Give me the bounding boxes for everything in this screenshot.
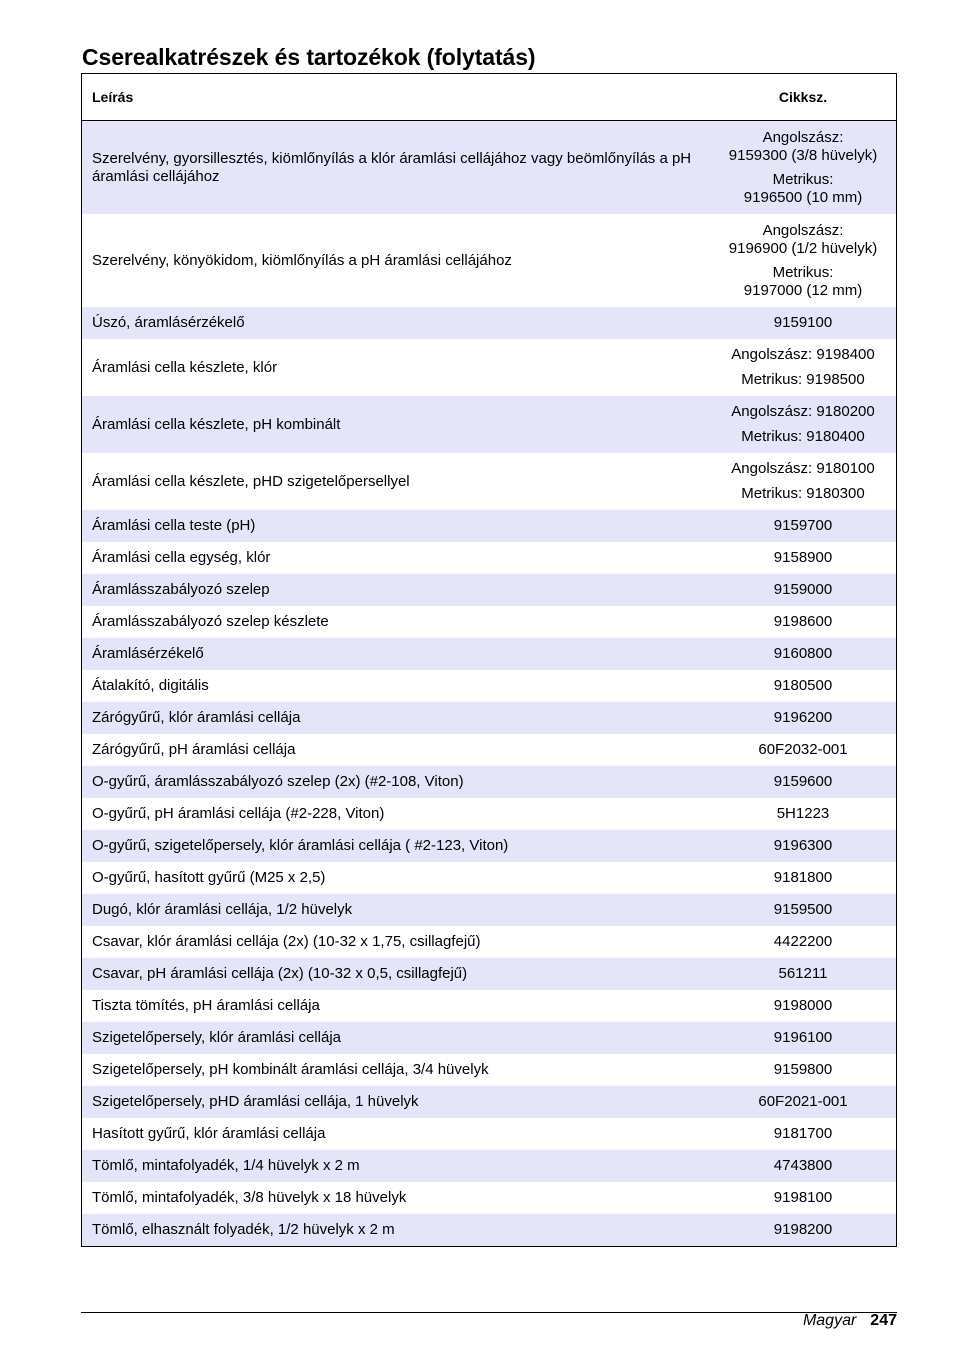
- row-description: Dugó, klór áramlási cellája, 1/2 hüvelyk: [92, 901, 353, 918]
- row-part-number: [710, 581, 896, 599]
- part-number-line: 4743800: [773, 1157, 833, 1174]
- row-description: Áramlási cella készlete, pHD szigetelőpersellyel: [92, 472, 410, 490]
- table-row: [82, 510, 896, 542]
- part-number-line: 9198200: [773, 1221, 833, 1238]
- part-number-line: Angolszász: 9180200: [731, 403, 875, 420]
- row-description: Áramlásszabályozó szelep készlete: [92, 613, 329, 630]
- table-row: [82, 1118, 896, 1150]
- header-description: Leírás: [92, 89, 134, 105]
- row-part-number: [710, 645, 896, 663]
- row-description: Áramlásérzékelő: [92, 645, 204, 662]
- row-part-number: [710, 314, 896, 332]
- row-description: Hasított gyűrű, klór áramlási cellája: [92, 1125, 326, 1142]
- row-description: Úszó, áramlásérzékelő: [92, 314, 245, 331]
- table-row: [82, 766, 896, 798]
- part-number-line: Metrikus:: [772, 170, 834, 188]
- table-row: [82, 702, 896, 734]
- footer-language: Magyar: [802, 1312, 857, 1329]
- row-part-number: [710, 549, 896, 567]
- part-number-line: 9158900: [773, 549, 833, 566]
- row-part-number: [710, 1029, 896, 1047]
- row-part-number: [710, 517, 896, 535]
- row-description: Tömlő, mintafolyadék, 3/8 hüvelyk x 18 hüvelyk: [92, 1189, 407, 1206]
- table-row: [82, 958, 896, 990]
- part-number-line: 9198100: [773, 1189, 833, 1206]
- footer-divider: [81, 1312, 897, 1313]
- table-row: [82, 339, 896, 396]
- table-row: [82, 1214, 896, 1246]
- part-number-line: 9196100: [773, 1029, 833, 1046]
- part-number-line: 9196500 (10 mm): [743, 188, 863, 206]
- part-number-line: 60F2032-001: [758, 741, 848, 758]
- table-row: [82, 926, 896, 958]
- row-part-number: [710, 773, 896, 791]
- table-row: [82, 1182, 896, 1214]
- row-part-number: [710, 1221, 896, 1239]
- row-part-number: [710, 1061, 896, 1079]
- table-row: [82, 734, 896, 766]
- part-number-line: Angolszász: 9180100: [731, 460, 875, 477]
- part-number-line: 9180500: [773, 677, 833, 694]
- table-row: [82, 1150, 896, 1182]
- part-number-line: 9160800: [773, 645, 833, 662]
- part-number-line: 9181800: [773, 869, 833, 886]
- table-row: [82, 574, 896, 606]
- part-number-line: 9159500: [773, 901, 833, 918]
- row-description: Szigetelőpersely, pH kombinált áramlási cellája, 3/4 hüvelyk: [92, 1061, 489, 1078]
- part-number-line: 9159100: [773, 314, 833, 331]
- page-number: 247: [870, 1312, 897, 1329]
- row-part-number: [710, 1157, 896, 1175]
- row-part-number: [710, 965, 896, 983]
- part-number-line: 9159300 (3/8 hüvelyk): [728, 146, 878, 164]
- part-number-line: 9159000: [773, 581, 833, 598]
- row-description: Áramlási cella egység, klór: [92, 549, 271, 566]
- row-description: Tiszta tömítés, pH áramlási cellája: [92, 997, 320, 1014]
- part-number-line: 9197000 (12 mm): [743, 281, 863, 299]
- part-number-line: 9181700: [773, 1125, 833, 1142]
- part-number-line: Angolszász: 9198400: [731, 346, 875, 363]
- row-description: Áramlásszabályozó szelep: [92, 581, 270, 598]
- table-row: [82, 606, 896, 638]
- part-number-line: 9198000: [773, 997, 833, 1014]
- row-description: Áramlási cella teste (pH): [92, 517, 256, 534]
- row-part-number: [710, 1189, 896, 1207]
- row-part-number: [710, 1093, 896, 1111]
- row-part-number: [710, 997, 896, 1015]
- part-number-line: 4422200: [773, 933, 833, 950]
- part-number-line: Angolszász:: [762, 128, 844, 146]
- row-part-number: [710, 805, 896, 823]
- row-description: Átalakító, digitális: [92, 677, 209, 694]
- table-row: [82, 1054, 896, 1086]
- part-number-line: Metrikus: 9198500: [741, 371, 865, 388]
- table-row: [82, 307, 896, 339]
- part-number-line: Angolszász:: [762, 221, 844, 239]
- table-row: [82, 1022, 896, 1054]
- part-number-line: Metrikus: 9180300: [741, 485, 865, 502]
- row-part-number: [710, 709, 896, 727]
- row-description: Szerelvény, gyorsillesztés, kiömlőnyílás a klór áramlási cellájához vagy beömlőnyílás a pH áramlási cellájához: [92, 149, 692, 185]
- page-footer: [803, 1312, 897, 1330]
- row-part-number: [710, 346, 896, 389]
- part-number-line: 5H1223: [776, 805, 830, 822]
- row-description: O-gyűrű, szigetelőpersely, klór áramlási cellája ( #2-123, Viton): [92, 837, 509, 854]
- table-row: [82, 670, 896, 702]
- row-part-number: [710, 1125, 896, 1143]
- row-description: Áramlási cella készlete, pH kombinált: [92, 415, 341, 433]
- row-part-number: [710, 222, 896, 300]
- part-number-line: 561211: [778, 965, 828, 982]
- row-description: Szigetelőpersely, klór áramlási cellája: [92, 1029, 341, 1046]
- table-row: [82, 990, 896, 1022]
- row-part-number: [710, 129, 896, 207]
- row-description: Áramlási cella készlete, klór: [92, 358, 278, 376]
- table-row: [82, 894, 896, 926]
- part-number-line: 9196300: [773, 837, 833, 854]
- part-number-line: 9198600: [773, 613, 833, 630]
- row-part-number: [710, 741, 896, 759]
- table-header: [82, 74, 896, 121]
- parts-table: [81, 73, 897, 1247]
- table-row: [82, 453, 896, 510]
- row-description: Szigetelőpersely, pHD áramlási cellája, 1 hüvelyk: [92, 1093, 419, 1110]
- row-description: O-gyűrű, pH áramlási cellája (#2-228, Viton): [92, 805, 385, 822]
- table-row: [82, 862, 896, 894]
- row-part-number: [710, 460, 896, 503]
- part-number-line: Metrikus: 9180400: [741, 428, 865, 445]
- row-description: Szerelvény, könyökidom, kiömlőnyílás a pH áramlási cellájához: [92, 251, 512, 269]
- header-part-number: Cikksz.: [778, 89, 828, 105]
- table-row: [82, 396, 896, 453]
- row-description: O-gyűrű, áramlásszabályozó szelep (2x) (#2-108, Viton): [92, 773, 464, 790]
- table-row: [82, 798, 896, 830]
- row-description: Zárógyűrű, klór áramlási cellája: [92, 709, 301, 726]
- row-part-number: [710, 403, 896, 446]
- table-row: [82, 121, 896, 214]
- table-row: [82, 542, 896, 574]
- row-part-number: [710, 933, 896, 951]
- row-description: Csavar, klór áramlási cellája (2x) (10-32 x 1,75, csillagfejű): [92, 933, 481, 950]
- table-body: [82, 121, 896, 1246]
- part-number-line: 9159700: [773, 517, 833, 534]
- row-part-number: [710, 613, 896, 631]
- part-number-line: 60F2021-001: [758, 1093, 848, 1110]
- part-number-line: 9159600: [773, 773, 833, 790]
- part-number-line: 9196900 (1/2 hüvelyk): [728, 239, 878, 257]
- part-number-line: 9159800: [773, 1061, 833, 1078]
- row-description: O-gyűrű, hasított gyűrű (M25 x 2,5): [92, 869, 326, 886]
- row-description: Tömlő, elhasznált folyadék, 1/2 hüvelyk x 2 m: [92, 1221, 395, 1238]
- row-description: Zárógyűrű, pH áramlási cellája: [92, 741, 296, 758]
- table-row: [82, 830, 896, 862]
- table-row: [82, 638, 896, 670]
- part-number-line: 9196200: [773, 709, 833, 726]
- row-description: Tömlő, mintafolyadék, 1/4 hüvelyk x 2 m: [92, 1157, 360, 1174]
- page-title: Cserealkatrészek és tartozékok (folytatás): [82, 44, 536, 70]
- row-part-number: [710, 677, 896, 695]
- row-part-number: [710, 901, 896, 919]
- row-part-number: [710, 837, 896, 855]
- row-description: Csavar, pH áramlási cellája (2x) (10-32 x 0,5, csillagfejű): [92, 965, 468, 982]
- part-number-line: Metrikus:: [772, 263, 834, 281]
- table-row: [82, 1086, 896, 1118]
- row-part-number: [710, 869, 896, 887]
- table-row: [82, 214, 896, 307]
